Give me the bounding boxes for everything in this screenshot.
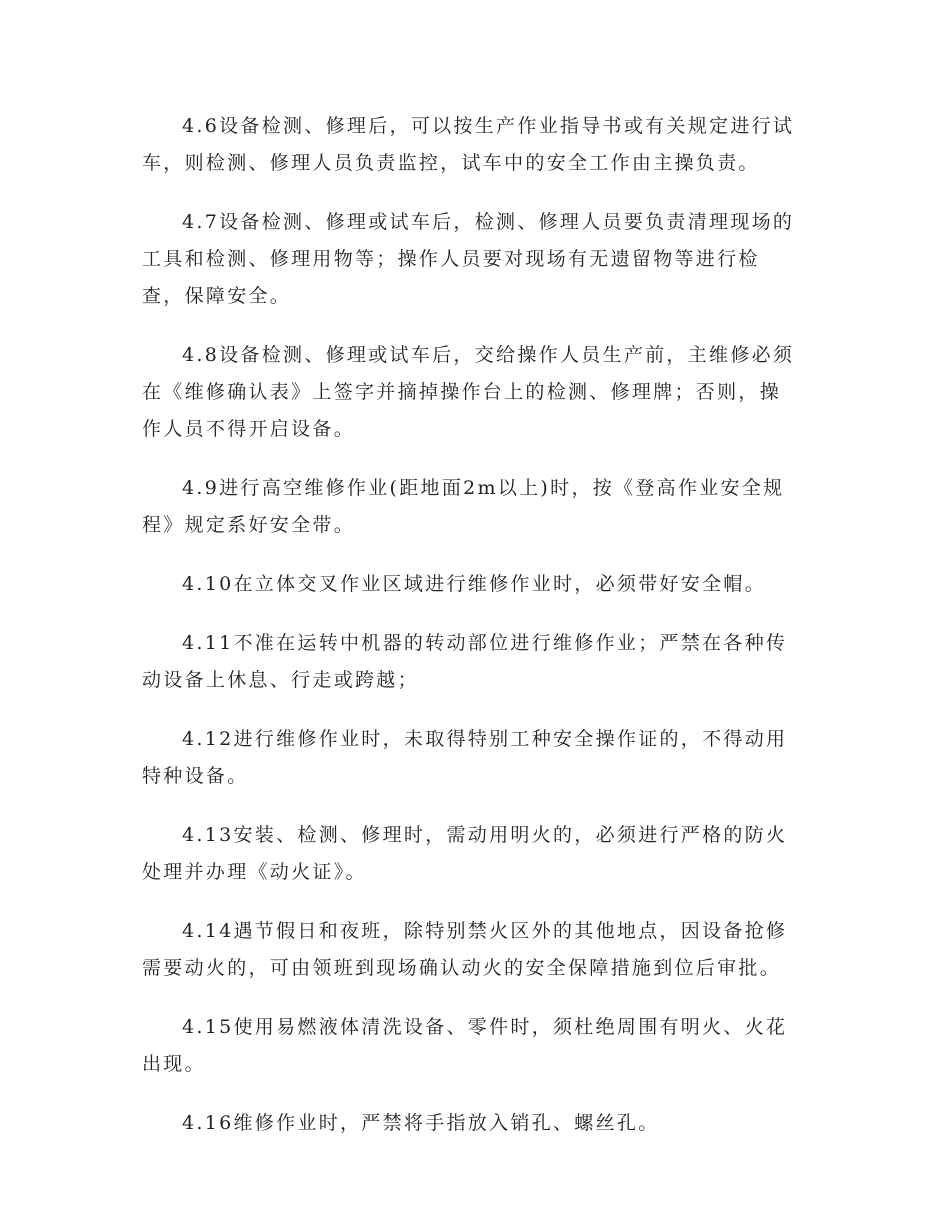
paragraph-line: 4.7设备检测、修理或试车后，检测、修理人员要负责清理现场的 <box>182 211 795 233</box>
paragraph-4-13 <box>142 817 812 891</box>
paragraph-4-7 <box>142 204 812 315</box>
paragraph-line: 4.16维修作业时，严禁将手指放入销孔、螺丝孔。 <box>182 1112 660 1134</box>
paragraph-line: 查，保障安全。 <box>142 285 292 307</box>
document-page <box>142 108 812 1164</box>
paragraph-line: 4.15使用易燃液体清洗设备、零件时，须杜绝周围有明火、火花 <box>182 1016 788 1038</box>
paragraph-line: 4.8设备检测、修理或试车后，交给操作人员生产前，主维修必须 <box>182 344 795 366</box>
paragraph-4-15 <box>142 1009 812 1083</box>
paragraph-4-16 <box>142 1105 812 1142</box>
paragraph-line: 4.11不准在运转中机器的转动部位进行维修作业；严禁在各种传 <box>182 632 788 654</box>
paragraph-line: 需要动火的，可由领班到现场确认动火的安全保障措施到位后审批。 <box>142 957 782 979</box>
paragraph-line: 作人员不得开启设备。 <box>142 418 356 440</box>
paragraph-line: 出现。 <box>142 1053 206 1075</box>
paragraph-4-9 <box>142 470 812 544</box>
paragraph-line: 处理并办理《动火证》。 <box>142 861 367 883</box>
paragraph-line: 特种设备。 <box>142 765 249 787</box>
paragraph-4-14 <box>142 913 812 987</box>
paragraph-line: 4.14遇节假日和夜班，除特别禁火区外的其他地点，因设备抢修 <box>182 920 788 942</box>
paragraph-4-12 <box>142 721 812 795</box>
paragraph-4-10 <box>142 566 812 603</box>
paragraph-line: 4.6设备检测、修理后，可以按生产作业指导书或有关规定进行试 <box>182 115 795 137</box>
paragraph-line: 程》规定系好安全带。 <box>142 514 356 536</box>
paragraph-line: 工具和检测、修理用物等；操作人员要对现场有无遗留物等进行检 <box>142 248 760 270</box>
paragraph-4-8 <box>142 337 812 448</box>
paragraph-line: 4.10在立体交叉作业区域进行维修作业时，必须带好安全帽。 <box>182 573 767 595</box>
paragraph-line: 在《维修确认表》上签字并摘掉操作台上的检测、修理牌；否则，操 <box>142 381 782 403</box>
paragraph-line: 车，则检测、修理人员负责监控，试车中的安全工作由主操负责。 <box>142 152 760 174</box>
paragraph-line: 4.9进行高空维修作业(距地面2m以上)时，按《登高作业安全规 <box>182 477 785 499</box>
paragraph-4-6 <box>142 108 812 182</box>
paragraph-line: 动设备上休息、行走或跨越； <box>142 669 419 691</box>
paragraph-line: 4.12进行维修作业时，未取得特别工种安全操作证的，不得动用 <box>182 728 788 750</box>
paragraph-4-11 <box>142 625 812 699</box>
paragraph-line: 4.13安装、检测、修理时，需动用明火的，必须进行严格的防火 <box>182 824 788 846</box>
